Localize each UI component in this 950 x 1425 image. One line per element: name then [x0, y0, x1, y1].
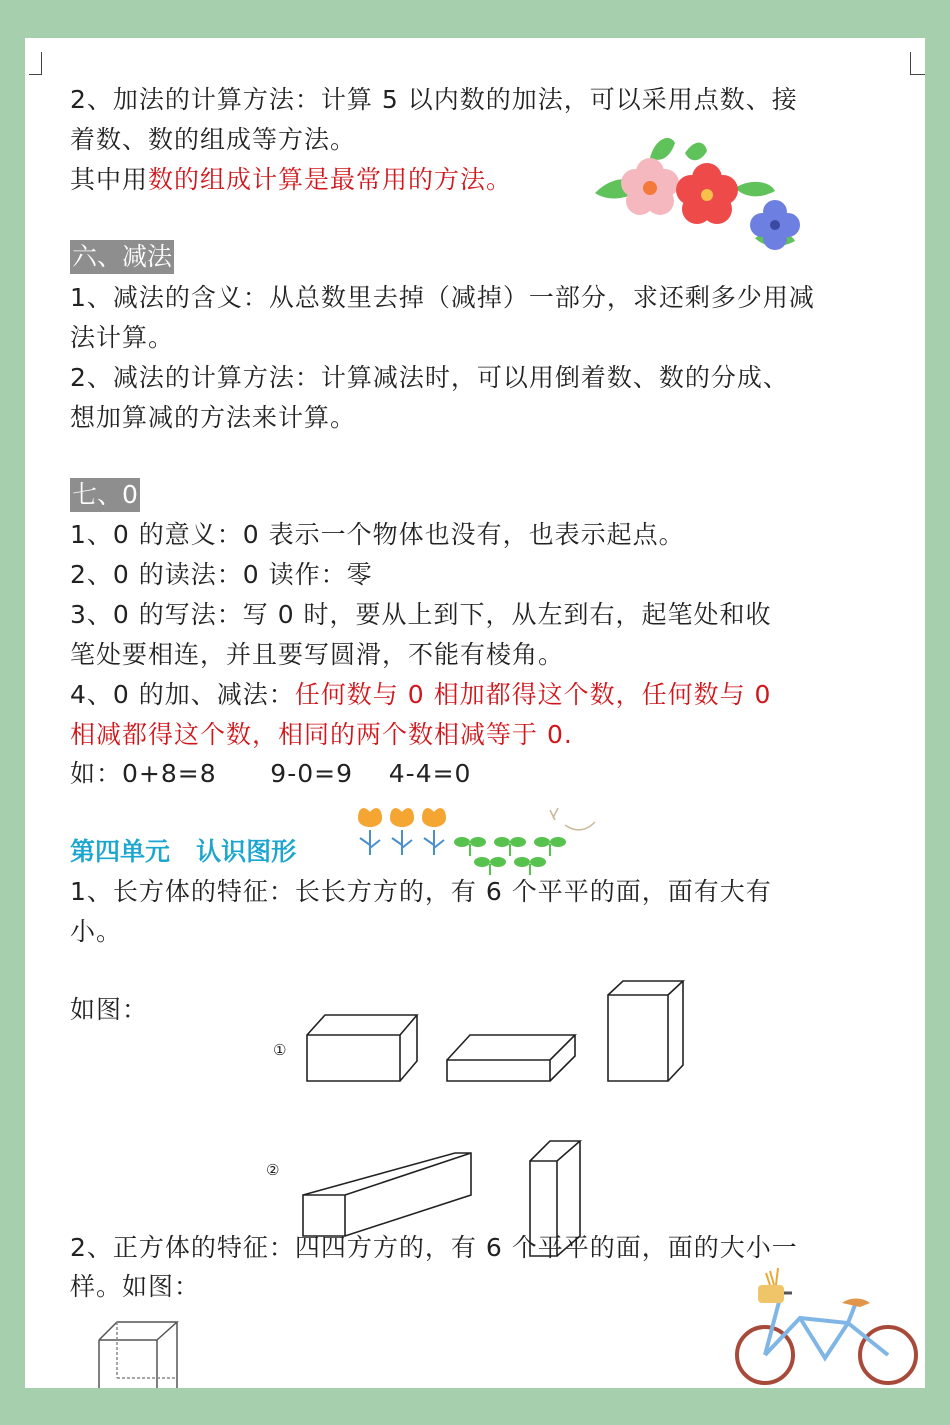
addition-method-line1: 2、加法的计算方法：计算 5 以内数的加法，可以采用点数、接: [70, 85, 798, 114]
document-page: [25, 38, 925, 1388]
cuboids-figure: [295, 943, 695, 1233]
row1-label: ①: [273, 1041, 287, 1059]
cuboid-3: [608, 981, 683, 1081]
zero-addsub-prefix: 4、0 的加、减法：: [70, 680, 295, 709]
zero-heading: 七、0: [70, 478, 140, 512]
cube-line1: 2、正方体的特征：四四方方的，有 6 个平平的面，面的大小一: [70, 1233, 798, 1262]
bicycle-icon: [730, 1263, 925, 1388]
subtraction-meaning-line2: 法计算。: [70, 323, 175, 352]
cuboid-line1: 1、长方体的特征：长长方方的，有 6 个平平的面，面有大有: [70, 877, 772, 906]
cuboid-2: [447, 1035, 575, 1081]
subtraction-heading: 六、减法: [70, 240, 174, 274]
zero-reading: 2、0 的读法：0 读作：零: [70, 560, 373, 589]
crop-mark-left: [29, 52, 42, 75]
subtraction-method-line1: 2、减法的计算方法：计算减法时，可以用倒着数、数的分成、: [70, 363, 789, 392]
common-prefix: 其中用: [70, 165, 149, 194]
subtraction-meaning-line1: 1、减法的含义：从总数里去掉（减掉）一部分，求还剩多少用减: [70, 283, 815, 312]
flowers-icon: [585, 133, 835, 258]
cuboid-4: [303, 1153, 471, 1236]
subtraction-method-line2: 想加算减的方法来计算。: [70, 403, 357, 432]
addition-common-method: [70, 160, 512, 200]
tulips-sprouts-icon: [350, 800, 600, 880]
zero-examples: 如：0+8=8 9-0=9 4-4=0: [70, 759, 472, 788]
zero-meaning: 1、0 的意义：0 表示一个物体也没有，也表示起点。: [70, 520, 685, 549]
cuboid-1: [307, 1015, 417, 1081]
unit4-title: 第四单元 认识图形: [70, 837, 297, 866]
zero-writing-line1: 3、0 的写法：写 0 时，要从上到下，从左到右，起笔处和收: [70, 600, 772, 629]
cuboid-line2: 小。: [70, 917, 123, 946]
zero-addsub-red2: 相减都得这个数，相同的两个数相减等于 0.: [70, 720, 573, 749]
zero-addsub-red1: 任何数与 0 相加都得这个数，任何数与 0: [294, 680, 772, 709]
common-red-text: 数的组成计算是最常用的方法。: [148, 165, 513, 194]
zero-writing-line2: 笔处要相连，并且要写圆滑，不能有棱角。: [70, 640, 565, 669]
addition-method-line2: 着数、数的组成等方法。: [70, 125, 357, 154]
zero-addsub-line1: [70, 675, 771, 715]
row2-label: ②: [266, 1161, 280, 1179]
crop-mark-right: [910, 52, 925, 75]
cube-figure: [93, 1318, 193, 1388]
as-shown-label: 如图：: [70, 995, 149, 1024]
cube-line2: 样。如图：: [70, 1272, 201, 1301]
